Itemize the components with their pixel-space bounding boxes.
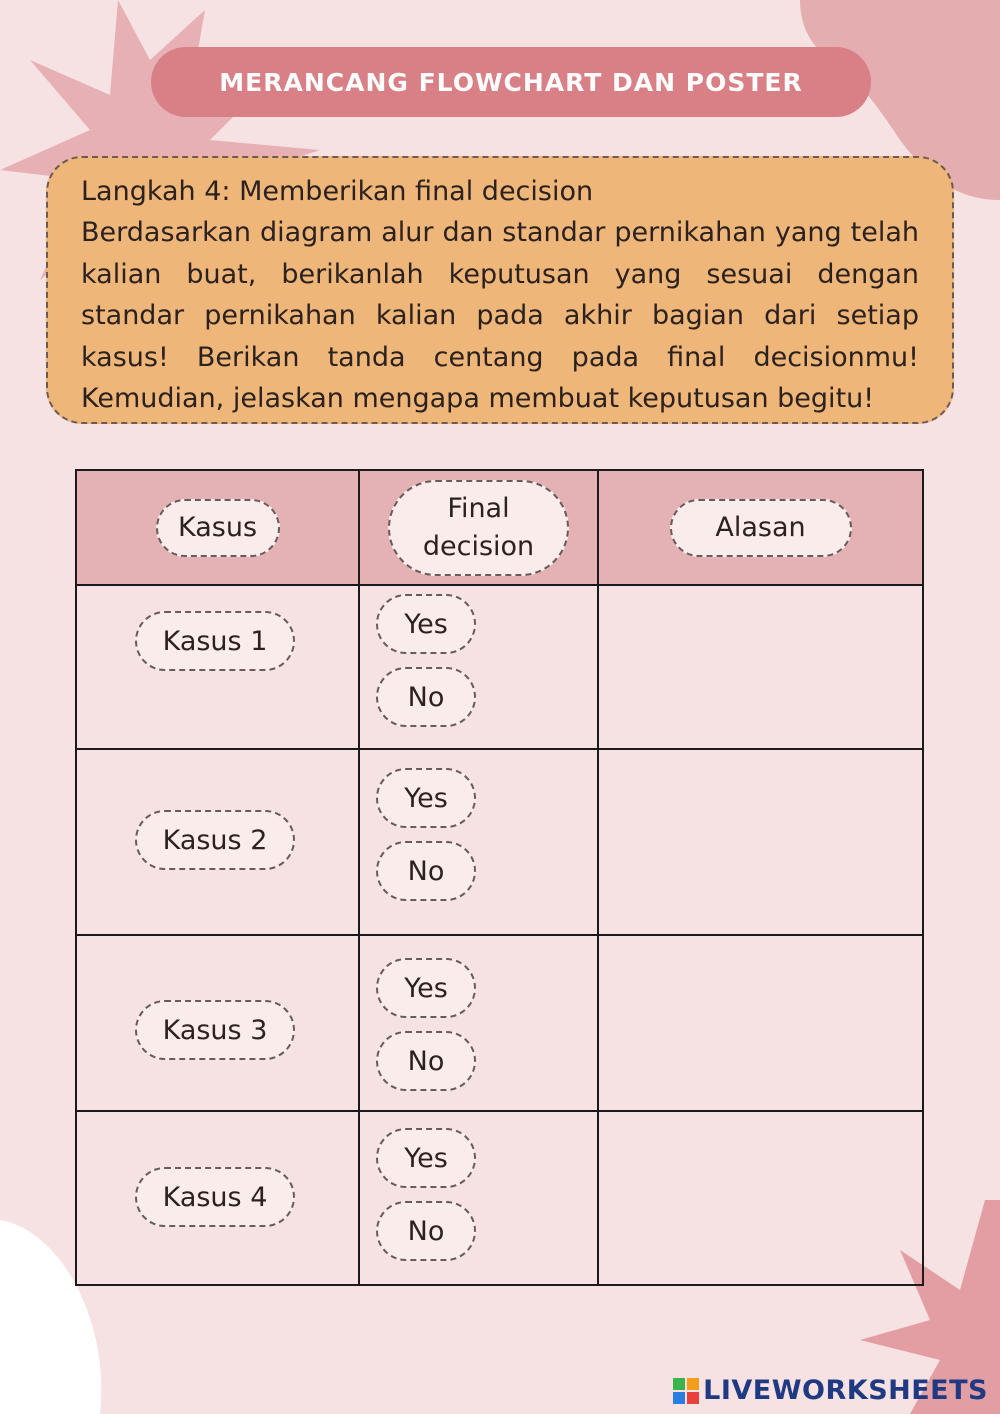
header-kasus <box>76 470 359 585</box>
header-final-decision-label <box>388 480 569 576</box>
table-row <box>76 935 923 1111</box>
header-kasus-label: Kasus <box>156 499 280 557</box>
header-alasan <box>598 470 923 585</box>
header-final-decision <box>359 470 598 585</box>
table-row <box>76 749 923 935</box>
header-alasan-label: Alasan <box>670 499 852 557</box>
alasan-input[interactable] <box>598 1111 923 1285</box>
no-option[interactable]: No <box>376 1031 476 1091</box>
kasus-1-label: Kasus 1 <box>135 611 295 671</box>
kasus-cell <box>76 585 359 749</box>
instruction-box <box>46 156 954 424</box>
yes-option[interactable]: Yes <box>376 768 476 828</box>
table-row <box>76 1111 923 1285</box>
yes-option[interactable]: Yes <box>376 1128 476 1188</box>
yes-option[interactable]: Yes <box>376 594 476 654</box>
no-option[interactable]: No <box>376 841 476 901</box>
kasus-2-label: Kasus 2 <box>135 810 295 870</box>
brand-text: LIVEWORKSHEETS <box>703 1375 988 1406</box>
decision-table <box>75 469 924 1286</box>
alasan-input[interactable] <box>598 749 923 935</box>
final-decision-cell <box>359 1111 598 1285</box>
header-final-line1: Final <box>447 492 510 524</box>
liveworksheets-brand <box>673 1375 988 1406</box>
table-row <box>76 585 923 749</box>
alasan-input[interactable] <box>598 935 923 1111</box>
kasus-cell <box>76 749 359 935</box>
final-decision-cell <box>359 749 598 935</box>
header-final-line2: decision <box>422 530 535 562</box>
yes-option[interactable]: Yes <box>376 958 476 1018</box>
page-title: MERANCANG FLOWCHART DAN POSTER <box>219 67 803 97</box>
kasus-cell <box>76 1111 359 1285</box>
kasus-4-label: Kasus 4 <box>135 1167 295 1227</box>
step-instructions: Berdasarkan diagram alur dan standar pernikahan yang telah kalian buat, berikanlah keputusan yang sesuai dengan standar pernikahan kalian pada akhir bagian dari setiap kasus! Berikan tanda centang pada final decisionmu! Kemudian, jelaskan mengapa membuat keputusan begitu! <box>81 217 919 414</box>
alasan-input[interactable] <box>598 585 923 749</box>
kasus-3-label: Kasus 3 <box>135 1000 295 1060</box>
final-decision-cell <box>359 585 598 749</box>
kasus-cell <box>76 935 359 1111</box>
step-title: Langkah 4: Memberikan final decision <box>81 176 594 207</box>
no-option[interactable]: No <box>376 1201 476 1261</box>
no-option[interactable]: No <box>376 667 476 727</box>
final-decision-cell <box>359 935 598 1111</box>
liveworksheets-logo-icon <box>673 1378 699 1404</box>
title-banner <box>151 47 871 117</box>
table-header-row <box>76 470 923 585</box>
